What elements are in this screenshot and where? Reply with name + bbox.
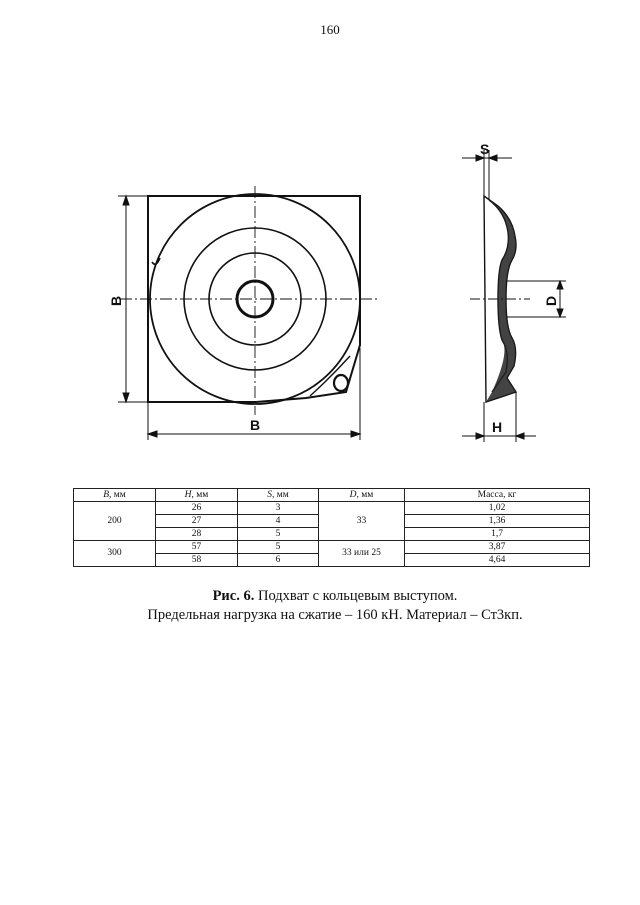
page-number: 160 (320, 22, 340, 37)
header-mass: Масса, кг (405, 489, 590, 502)
figure-title: Подхват с кольцевым выступом. (254, 588, 458, 604)
figure-label: Рис. 6. (212, 588, 255, 604)
cell-s: 3 (238, 502, 319, 515)
label-h: H (492, 419, 503, 435)
s-arrow-right (489, 155, 497, 161)
cell-mass: 1,7 (405, 528, 590, 541)
h-arrow-left (476, 433, 484, 439)
arc-mark-left (152, 258, 160, 264)
cell-mass: 4,64 (405, 554, 590, 567)
cell-b: 300 (74, 541, 156, 567)
cell-d: 33 (319, 502, 405, 541)
front-view (118, 186, 380, 440)
cell-b: 200 (74, 502, 156, 541)
cell-mass: 1,36 (405, 515, 590, 528)
cell-mass: 1,02 (405, 502, 590, 515)
cell-h: 57 (156, 541, 238, 554)
cell-s: 4 (238, 515, 319, 528)
label-b-bottom: B (250, 417, 261, 433)
h-arrow-right (516, 433, 524, 439)
cell-s: 5 (238, 541, 319, 554)
cell-mass: 3,87 (405, 541, 590, 554)
cell-h: 26 (156, 502, 238, 515)
arrow-right (351, 431, 360, 437)
header-h: H, мм (156, 489, 238, 502)
arrow-bottom (123, 393, 129, 402)
header-s: S, мм (238, 489, 319, 502)
cell-d: 33 или 25 (319, 541, 405, 567)
cell-s: 5 (238, 528, 319, 541)
label-d: D (543, 295, 559, 306)
figure-note: Предельная нагрузка на сжатие – 160 кН. Материал – Ст3кп. (147, 607, 523, 623)
cell-s: 6 (238, 554, 319, 567)
cell-h: 58 (156, 554, 238, 567)
label-s: S (480, 141, 490, 157)
cell-h: 27 (156, 515, 238, 528)
arrow-left (148, 431, 157, 437)
figure-caption (100, 588, 570, 605)
header-d: D, мм (319, 489, 405, 502)
d-arrow-bottom (557, 309, 563, 317)
corner-hole (334, 375, 348, 391)
header-b: B, мм (74, 489, 156, 502)
table-row (74, 541, 590, 554)
table-row (74, 502, 590, 515)
cell-h: 28 (156, 528, 238, 541)
table-header-row (74, 489, 590, 502)
label-b-side: B (108, 295, 124, 306)
spec-table (73, 488, 590, 567)
d-arrow-top (557, 281, 563, 289)
arrow-top (123, 196, 129, 205)
